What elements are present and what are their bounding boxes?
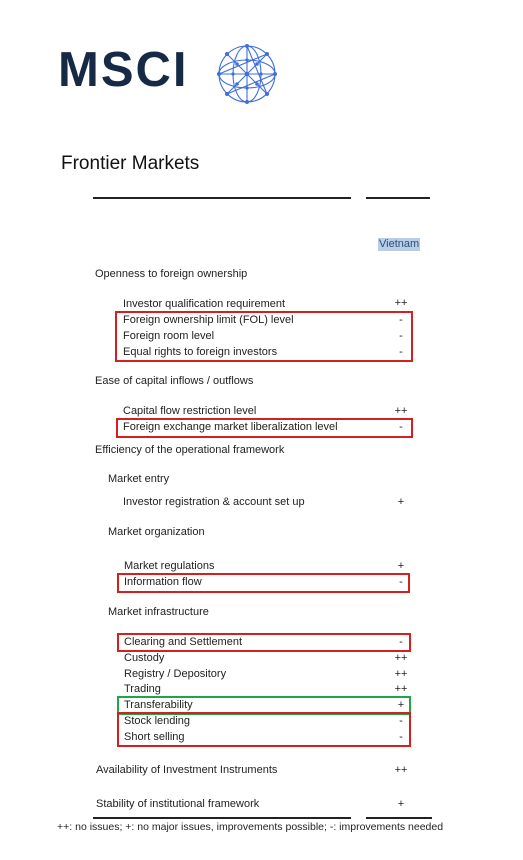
item-value: - (399, 346, 403, 358)
item-label: Equal rights to foreign investors (123, 346, 278, 358)
item-value: ++ (394, 683, 408, 695)
highlight-box-red (117, 573, 410, 593)
country-header: Vietnam (379, 238, 420, 250)
bottom-rule-left (93, 817, 351, 819)
highlight-box-red (117, 633, 411, 652)
item-label: Custody (124, 652, 165, 664)
item-value: + (397, 798, 405, 810)
item-label: Foreign exchange market liberalization level (123, 421, 338, 433)
section-efficiency: Efficiency of the operational framework (95, 444, 285, 456)
top-rule-left (93, 197, 351, 199)
item-label: Capital flow restriction level (123, 405, 257, 417)
item-value: ++ (394, 668, 408, 680)
item-value: - (399, 314, 403, 326)
highlight-box-red (115, 311, 413, 362)
subsection-market-entry: Market entry (108, 473, 170, 485)
item-label: Short selling (124, 731, 185, 743)
section-capital: Ease of capital inflows / outflows (95, 375, 254, 387)
bottom-rule-right (366, 817, 432, 819)
item-value: ++ (394, 652, 408, 664)
section-instruments: Availability of Investment Instruments (96, 764, 278, 776)
subsection-market-infrastructure: Market infrastructure (108, 606, 209, 618)
legend-text: ++: no issues; +: no major issues, improvements possible; -: improvements needed (57, 821, 444, 833)
item-label: Foreign ownership limit (FOL) level (123, 314, 294, 326)
item-value: - (399, 731, 403, 743)
item-value: ++ (394, 297, 408, 309)
item-label: Market regulations (124, 560, 215, 572)
item-value: - (399, 636, 403, 648)
item-label: Foreign room level (123, 330, 215, 342)
msci-logo-text: MSCI (58, 43, 189, 97)
item-value: + (397, 699, 405, 711)
item-label: Stock lending (124, 715, 191, 727)
item-value: - (399, 715, 403, 727)
highlight-box-red (116, 418, 413, 438)
subsection-market-organization: Market organization (108, 526, 205, 538)
globe-network-icon (216, 43, 278, 105)
item-value: + (397, 496, 405, 508)
item-value: - (399, 330, 403, 342)
page-title: Frontier Markets (61, 153, 200, 174)
item-label: Clearing and Settlement (124, 636, 243, 648)
highlight-box-red (117, 712, 411, 747)
item-label: Investor qualification requirement (123, 298, 286, 310)
item-value: - (399, 576, 403, 588)
section-openness: Openness to foreign ownership (95, 268, 248, 280)
item-label: Investor registration & account set up (123, 496, 305, 508)
item-label: Information flow (124, 576, 202, 588)
top-rule-right (366, 197, 430, 199)
section-stability: Stability of institutional framework (96, 798, 260, 810)
item-value: - (399, 421, 403, 433)
item-value: + (397, 560, 405, 572)
item-value: ++ (394, 764, 408, 776)
item-label: Trading (124, 683, 161, 695)
item-label: Transferability (124, 699, 193, 711)
item-label: Registry / Depository (124, 668, 227, 680)
item-value: ++ (394, 405, 408, 417)
